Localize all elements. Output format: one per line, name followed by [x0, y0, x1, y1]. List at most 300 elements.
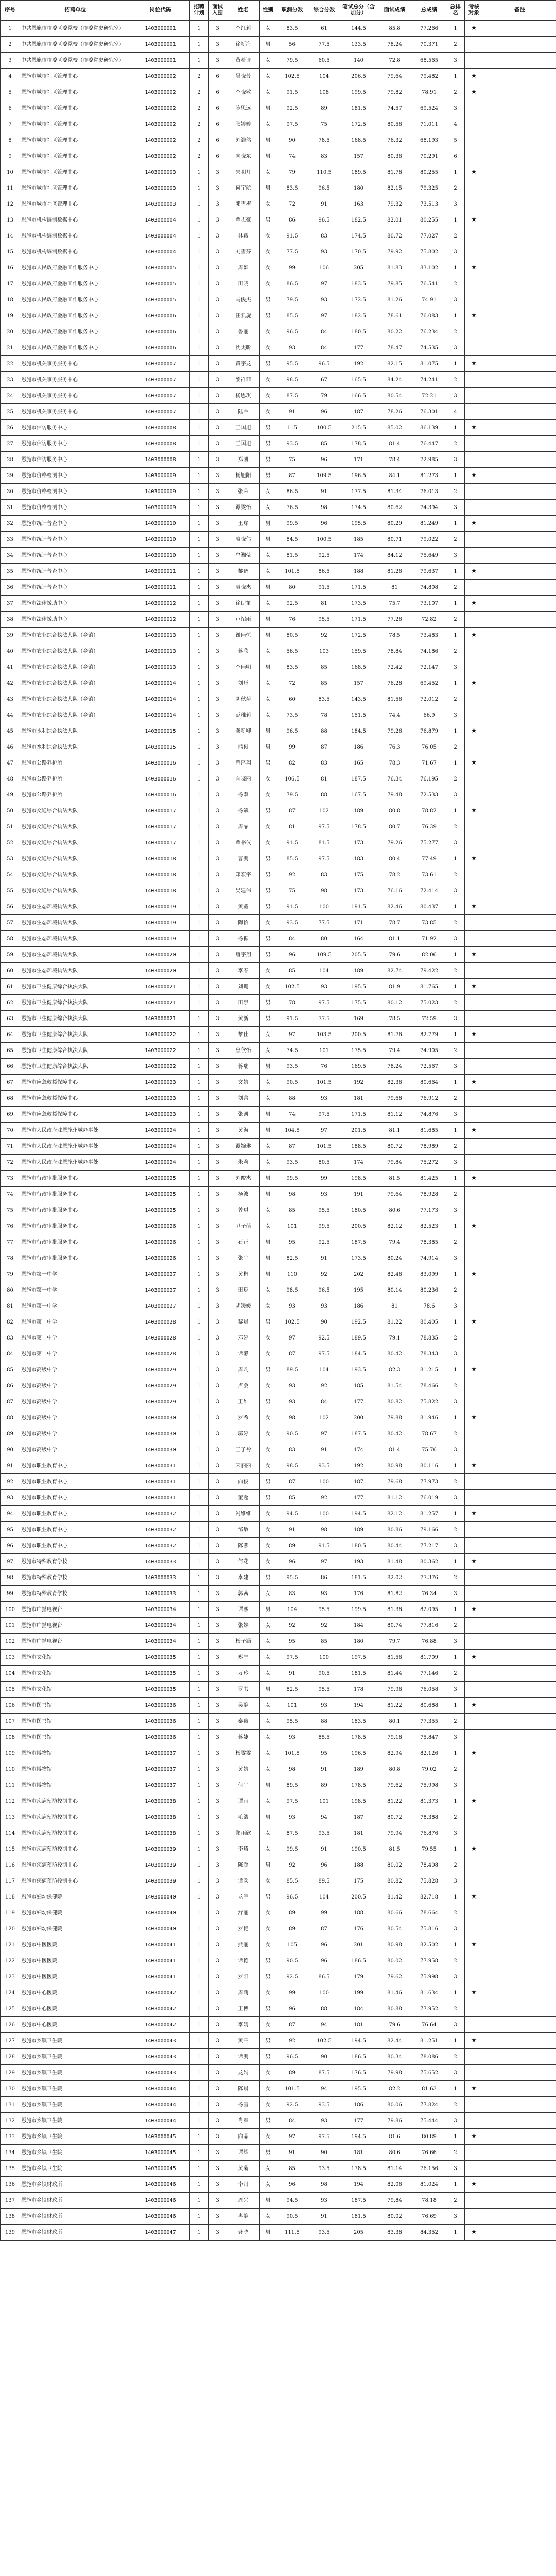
total-rank: 1 [446, 596, 465, 612]
post-code: 1403000008 [131, 452, 190, 468]
row-index: 45 [1, 723, 20, 739]
post-code: 1403000028 [131, 1330, 190, 1346]
post-code: 1403000016 [131, 771, 190, 787]
interview-count: 3 [208, 1937, 227, 1953]
candidate-name: 田泉 [227, 995, 260, 1011]
row-index: 36 [1, 580, 20, 596]
interview-count: 3 [208, 755, 227, 771]
interview-score: 84.24 [377, 372, 412, 388]
comprehensive-score: 98 [308, 2177, 340, 2193]
interview-score: 81.4 [377, 436, 412, 452]
col-post-code-header: 岗位代码 [131, 1, 190, 21]
written-total: 164 [340, 931, 377, 947]
remarks [483, 596, 556, 612]
candidate-name: 张凯 [227, 1107, 260, 1123]
interview-score: 83.38 [377, 2225, 412, 2241]
gender: 男 [260, 1682, 276, 1698]
plan-count: 1 [190, 196, 208, 212]
total-rank: 3 [446, 1634, 465, 1650]
aptitude-score: 83.5 [276, 659, 308, 675]
table-row [1, 2193, 556, 2209]
written-total: 143.5 [340, 691, 377, 707]
post-code: 1403000012 [131, 612, 190, 628]
plan-count: 1 [190, 1714, 208, 1730]
plan-count: 1 [190, 2097, 208, 2113]
remarks [483, 2017, 556, 2033]
written-total: 182.5 [340, 308, 377, 324]
aptitude-score: 90.5 [276, 1426, 308, 1442]
gender: 女 [260, 372, 276, 388]
written-total: 186 [340, 2097, 377, 2113]
total-rank: 1 [446, 675, 465, 691]
remarks [483, 308, 556, 324]
total-rank: 1 [446, 260, 465, 276]
plan-count: 1 [190, 1538, 208, 1554]
gender: 女 [260, 1346, 276, 1362]
interview-score: 80.72 [377, 228, 412, 244]
assessment-mark [465, 2017, 483, 2033]
row-index: 130 [1, 2081, 20, 2097]
table-row [1, 1522, 556, 1538]
assessment-mark [465, 2209, 483, 2225]
row-index: 126 [1, 2017, 20, 2033]
recruiting-unit: 恩施市职业教育中心 [20, 1506, 131, 1522]
assessment-mark [465, 883, 483, 899]
row-index: 28 [1, 452, 20, 468]
assessment-mark [465, 1873, 483, 1889]
remarks [483, 1011, 556, 1027]
total-score: 72.82 [412, 612, 446, 628]
interview-score: 79.48 [377, 787, 412, 803]
post-code: 1403000005 [131, 292, 190, 308]
total-score: 80.362 [412, 1554, 446, 1570]
total-score: 83.099 [412, 1266, 446, 1282]
interview-count: 3 [208, 2097, 227, 2113]
assessment-mark [465, 867, 483, 883]
post-code: 1403000017 [131, 835, 190, 851]
row-index: 53 [1, 851, 20, 867]
recruiting-unit: 恩施市交通综合执法大队 [20, 819, 131, 835]
interview-count: 3 [208, 739, 227, 755]
candidate-name: 龙宇 [227, 1889, 260, 1905]
plan-count: 1 [190, 1761, 208, 1777]
assessment-mark [465, 2049, 483, 2065]
gender: 女 [260, 787, 276, 803]
interview-score: 82.12 [377, 1506, 412, 1522]
remarks [483, 228, 556, 244]
aptitude-score: 92 [276, 1857, 308, 1873]
total-score: 74.394 [412, 500, 446, 516]
comprehensive-score: 109.5 [308, 947, 340, 963]
total-rank: 5 [446, 132, 465, 148]
total-rank: 2 [446, 1857, 465, 1873]
candidate-name: 李嫣 [227, 2017, 260, 2033]
interview-score: 82.3 [377, 1362, 412, 1378]
row-index: 113 [1, 1809, 20, 1825]
assessment-mark [465, 1155, 483, 1171]
recruiting-unit: 恩施市卫生健康综合执法大队 [20, 1043, 131, 1059]
recruiting-unit: 恩施市妇幼保健院 [20, 1905, 131, 1921]
remarks [483, 1171, 556, 1187]
interview-score: 81.82 [377, 1586, 412, 1602]
written-total: 180.5 [340, 1202, 377, 1218]
interview-count: 3 [208, 1282, 227, 1298]
post-code: 1403000002 [131, 148, 190, 164]
total-score: 80.116 [412, 1458, 446, 1474]
assessment-mark [465, 276, 483, 292]
aptitude-score: 91.5 [276, 228, 308, 244]
post-code: 1403000004 [131, 212, 190, 228]
written-total: 176.5 [340, 2065, 377, 2081]
candidate-name: 杨双 [227, 787, 260, 803]
interview-count: 3 [208, 1554, 227, 1570]
interview-count: 3 [208, 1889, 227, 1905]
plan-count: 1 [190, 37, 208, 53]
gender: 女 [260, 2081, 276, 2097]
comprehensive-score: 97 [308, 1554, 340, 1570]
written-total: 181.5 [340, 100, 377, 116]
interview-count: 3 [208, 500, 227, 516]
total-score: 76.912 [412, 1091, 446, 1107]
plan-count: 1 [190, 1362, 208, 1378]
interview-score: 81.48 [377, 1554, 412, 1570]
aptitude-score: 84 [276, 931, 308, 947]
comprehensive-score: 90 [308, 1314, 340, 1330]
plan-count: 1 [190, 1905, 208, 1921]
plan-count: 1 [190, 1857, 208, 1873]
candidate-name: 周颖 [227, 260, 260, 276]
total-score: 81.273 [412, 468, 446, 484]
total-score: 79.55 [412, 1841, 446, 1857]
table-row [1, 1538, 556, 1554]
written-total: 202 [340, 1266, 377, 1282]
written-total: 205 [340, 260, 377, 276]
post-code: 1403000018 [131, 851, 190, 867]
recruiting-unit: 恩施市统计普查中心 [20, 580, 131, 596]
total-score: 76.88 [412, 1634, 446, 1650]
row-index: 109 [1, 1745, 20, 1761]
comprehensive-score: 101 [308, 1043, 340, 1059]
gender: 女 [260, 116, 276, 132]
interview-count: 6 [208, 100, 227, 116]
post-code: 1403000036 [131, 1698, 190, 1714]
interview-count: 3 [208, 564, 227, 580]
recruiting-unit: 恩施市城市社区管理中心 [20, 164, 131, 180]
total-rank: 1 [446, 356, 465, 372]
row-index: 128 [1, 2049, 20, 2065]
recruiting-unit: 恩施市城市社区管理中心 [20, 148, 131, 164]
plan-count: 1 [190, 1202, 208, 1218]
table-row [1, 1346, 556, 1362]
gender: 女 [260, 21, 276, 37]
aptitude-score: 87 [276, 1139, 308, 1155]
table-row [1, 21, 556, 37]
recruiting-unit: 恩施市交通综合执法大队 [20, 835, 131, 851]
remarks [483, 1218, 556, 1234]
candidate-name: 田晓 [227, 276, 260, 292]
total-rank: 2 [446, 2049, 465, 2065]
aptitude-score: 77.5 [276, 244, 308, 260]
assessment-mark: ★ [465, 755, 483, 771]
row-index: 2 [1, 37, 20, 53]
interview-count: 3 [208, 1506, 227, 1522]
table-row [1, 132, 556, 148]
remarks [483, 612, 556, 628]
remarks [483, 675, 556, 691]
assessment-mark [465, 1969, 483, 1985]
table-row [1, 739, 556, 755]
candidate-name: 林薇 [227, 228, 260, 244]
remarks [483, 659, 556, 675]
comprehensive-score: 85 [308, 659, 340, 675]
comprehensive-score: 93 [308, 1091, 340, 1107]
total-score: 72.012 [412, 691, 446, 707]
written-total: 188 [340, 1857, 377, 1873]
post-code: 1403000035 [131, 1650, 190, 1666]
table-row [1, 1394, 556, 1410]
plan-count: 1 [190, 1730, 208, 1745]
comprehensive-score: 87.5 [308, 2065, 340, 2081]
comprehensive-score: 96 [308, 404, 340, 420]
interview-count: 3 [208, 1777, 227, 1793]
plan-count: 1 [190, 1139, 208, 1155]
recruiting-unit: 恩施市第一中学 [20, 1298, 131, 1314]
candidate-name: 王博 [227, 2001, 260, 2017]
gender: 男 [260, 628, 276, 643]
comprehensive-score: 101 [308, 1793, 340, 1809]
comprehensive-score: 88 [308, 787, 340, 803]
total-rank: 3 [446, 1682, 465, 1698]
post-code: 1403000001 [131, 21, 190, 37]
plan-count: 1 [190, 1346, 208, 1362]
interview-count: 3 [208, 1011, 227, 1027]
total-score: 81.634 [412, 1985, 446, 2001]
candidate-name: 杨雪 [227, 2097, 260, 2113]
recruiting-unit: 恩施市机关事务服务中心 [20, 356, 131, 372]
interview-count: 3 [208, 1953, 227, 1969]
recruiting-unit: 恩施市农业综合执法大队（乡镇） [20, 643, 131, 659]
comprehensive-score: 93 [308, 979, 340, 995]
remarks [483, 452, 556, 468]
total-rank: 1 [446, 1985, 465, 2001]
aptitude-score: 96 [276, 2177, 308, 2193]
interview-count: 3 [208, 53, 227, 69]
candidate-name: 卢绍雨 [227, 612, 260, 628]
interview-score: 85.02 [377, 420, 412, 436]
aptitude-score: 93.5 [276, 436, 308, 452]
plan-count: 1 [190, 564, 208, 580]
plan-count: 1 [190, 612, 208, 628]
interview-count: 3 [208, 2129, 227, 2145]
post-code: 1403000013 [131, 659, 190, 675]
total-rank: 2 [446, 1426, 465, 1442]
aptitude-score: 105 [276, 1937, 308, 1953]
candidate-name: 王国旭 [227, 420, 260, 436]
gender: 女 [260, 1554, 276, 1570]
gender: 男 [260, 1809, 276, 1825]
plan-count: 1 [190, 1985, 208, 2001]
post-code: 1403000033 [131, 1586, 190, 1602]
comprehensive-score: 93.5 [308, 1825, 340, 1841]
assessment-mark: ★ [465, 1362, 483, 1378]
row-index: 132 [1, 2113, 20, 2129]
gender: 男 [260, 883, 276, 899]
candidate-name: 舒丽 [227, 1905, 260, 1921]
candidate-name: 牟湘莹 [227, 548, 260, 564]
gender: 女 [260, 1442, 276, 1458]
gender: 女 [260, 196, 276, 212]
aptitude-score: 89 [276, 1905, 308, 1921]
interview-count: 3 [208, 1123, 227, 1139]
plan-count: 1 [190, 2161, 208, 2177]
post-code: 1403000027 [131, 1282, 190, 1298]
col-index-header: 序号 [1, 1, 20, 21]
aptitude-score: 79.5 [276, 292, 308, 308]
aptitude-score: 72 [276, 675, 308, 691]
comprehensive-score: 91 [308, 1442, 340, 1458]
table-row [1, 755, 556, 771]
post-code: 1403000039 [131, 1857, 190, 1873]
aptitude-score: 93 [276, 1730, 308, 1745]
written-total: 174.5 [340, 500, 377, 516]
candidate-name: 龚晓 [227, 2225, 260, 2241]
interview-score: 79.94 [377, 1825, 412, 1841]
aptitude-score: 85.5 [276, 1873, 308, 1889]
gender: 男 [260, 1857, 276, 1873]
candidate-name: 杨波 [227, 1187, 260, 1202]
aptitude-score: 74 [276, 1107, 308, 1123]
remarks [483, 500, 556, 516]
remarks [483, 37, 556, 53]
total-rank: 3 [446, 100, 465, 116]
row-index: 135 [1, 2161, 20, 2177]
remarks [483, 883, 556, 899]
written-total: 191 [340, 1187, 377, 1202]
remarks [483, 1761, 556, 1777]
comprehensive-score: 93 [308, 1586, 340, 1602]
total-score: 72.533 [412, 787, 446, 803]
table-row [1, 1410, 556, 1426]
recruiting-unit: 恩施市广播电视台 [20, 1634, 131, 1650]
written-total: 177 [340, 1490, 377, 1506]
post-code: 1403000020 [131, 947, 190, 963]
interview-score: 81.5 [377, 1171, 412, 1187]
remarks [483, 564, 556, 580]
aptitude-score: 91.5 [276, 1011, 308, 1027]
assessment-mark [465, 548, 483, 564]
remarks [483, 2065, 556, 2081]
assessment-mark [465, 340, 483, 356]
post-code: 1403000019 [131, 915, 190, 931]
candidate-name: 黎鹤 [227, 564, 260, 580]
interview-count: 3 [208, 292, 227, 308]
assessment-mark: ★ [465, 899, 483, 915]
comprehensive-score: 83 [308, 867, 340, 883]
remarks [483, 899, 556, 915]
interview-count: 3 [208, 340, 227, 356]
total-rank: 2 [446, 372, 465, 388]
candidate-name: 何宇 [227, 1777, 260, 1793]
interview-count: 3 [208, 1618, 227, 1634]
post-code: 1403000001 [131, 53, 190, 69]
plan-count: 1 [190, 819, 208, 835]
interview-score: 80.29 [377, 516, 412, 532]
interview-count: 3 [208, 675, 227, 691]
recruiting-unit: 恩施市城市社区管理中心 [20, 196, 131, 212]
total-score: 75.444 [412, 2113, 446, 2129]
post-code: 1403000003 [131, 164, 190, 180]
total-rank: 2 [446, 532, 465, 548]
aptitude-score: 91.5 [276, 835, 308, 851]
aptitude-score: 96.5 [276, 2049, 308, 2065]
post-code: 1403000011 [131, 580, 190, 596]
remarks [483, 2081, 556, 2097]
gender: 男 [260, 1490, 276, 1506]
interview-score: 82.12 [377, 1218, 412, 1234]
aptitude-score: 82 [276, 755, 308, 771]
aptitude-score: 91.5 [276, 899, 308, 915]
interview-score: 81.12 [377, 1490, 412, 1506]
gender: 男 [260, 867, 276, 883]
aptitude-score: 85.5 [276, 308, 308, 324]
total-rank: 3 [446, 1969, 465, 1985]
assessment-mark [465, 436, 483, 452]
row-index: 114 [1, 1825, 20, 1841]
candidate-name: 郭茜 [227, 1586, 260, 1602]
plan-count: 1 [190, 1634, 208, 1650]
total-rank: 2 [446, 324, 465, 340]
assessment-mark: ★ [465, 596, 483, 612]
assessment-mark [465, 1394, 483, 1410]
candidate-name: 邹敏 [227, 1522, 260, 1538]
gender: 女 [260, 500, 276, 516]
post-code: 1403000008 [131, 420, 190, 436]
written-total: 215.5 [340, 420, 377, 436]
plan-count: 1 [190, 308, 208, 324]
recruiting-unit: 恩施市中心医院 [20, 2017, 131, 2033]
written-total: 194.5 [340, 1506, 377, 1522]
gender: 女 [260, 1730, 276, 1745]
interview-score: 77.26 [377, 612, 412, 628]
candidate-name: 何宇航 [227, 180, 260, 196]
plan-count: 1 [190, 1873, 208, 1889]
total-rank: 3 [446, 500, 465, 516]
total-score: 68.565 [412, 53, 446, 69]
post-code: 1403000038 [131, 1809, 190, 1825]
interview-count: 3 [208, 2049, 227, 2065]
remarks [483, 2033, 556, 2049]
total-rank: 6 [446, 148, 465, 164]
interview-score: 74.57 [377, 100, 412, 116]
candidate-name: 龚新卿 [227, 723, 260, 739]
total-rank: 1 [446, 755, 465, 771]
row-index: 30 [1, 484, 20, 500]
total-score: 74.876 [412, 1107, 446, 1123]
table-row [1, 308, 556, 324]
post-code: 1403000042 [131, 2017, 190, 2033]
total-score: 76.083 [412, 308, 446, 324]
plan-count: 1 [190, 2193, 208, 2209]
total-score: 76.39 [412, 819, 446, 835]
aptitude-score: 94.5 [276, 1506, 308, 1522]
post-code: 1403000038 [131, 1825, 190, 1841]
recruiting-unit: 恩施市疾病预防控制中心 [20, 1793, 131, 1809]
comprehensive-score: 98 [308, 1522, 340, 1538]
table-row [1, 37, 556, 53]
interview-count: 3 [208, 1873, 227, 1889]
written-total: 190.5 [340, 1841, 377, 1857]
total-score: 71.67 [412, 755, 446, 771]
